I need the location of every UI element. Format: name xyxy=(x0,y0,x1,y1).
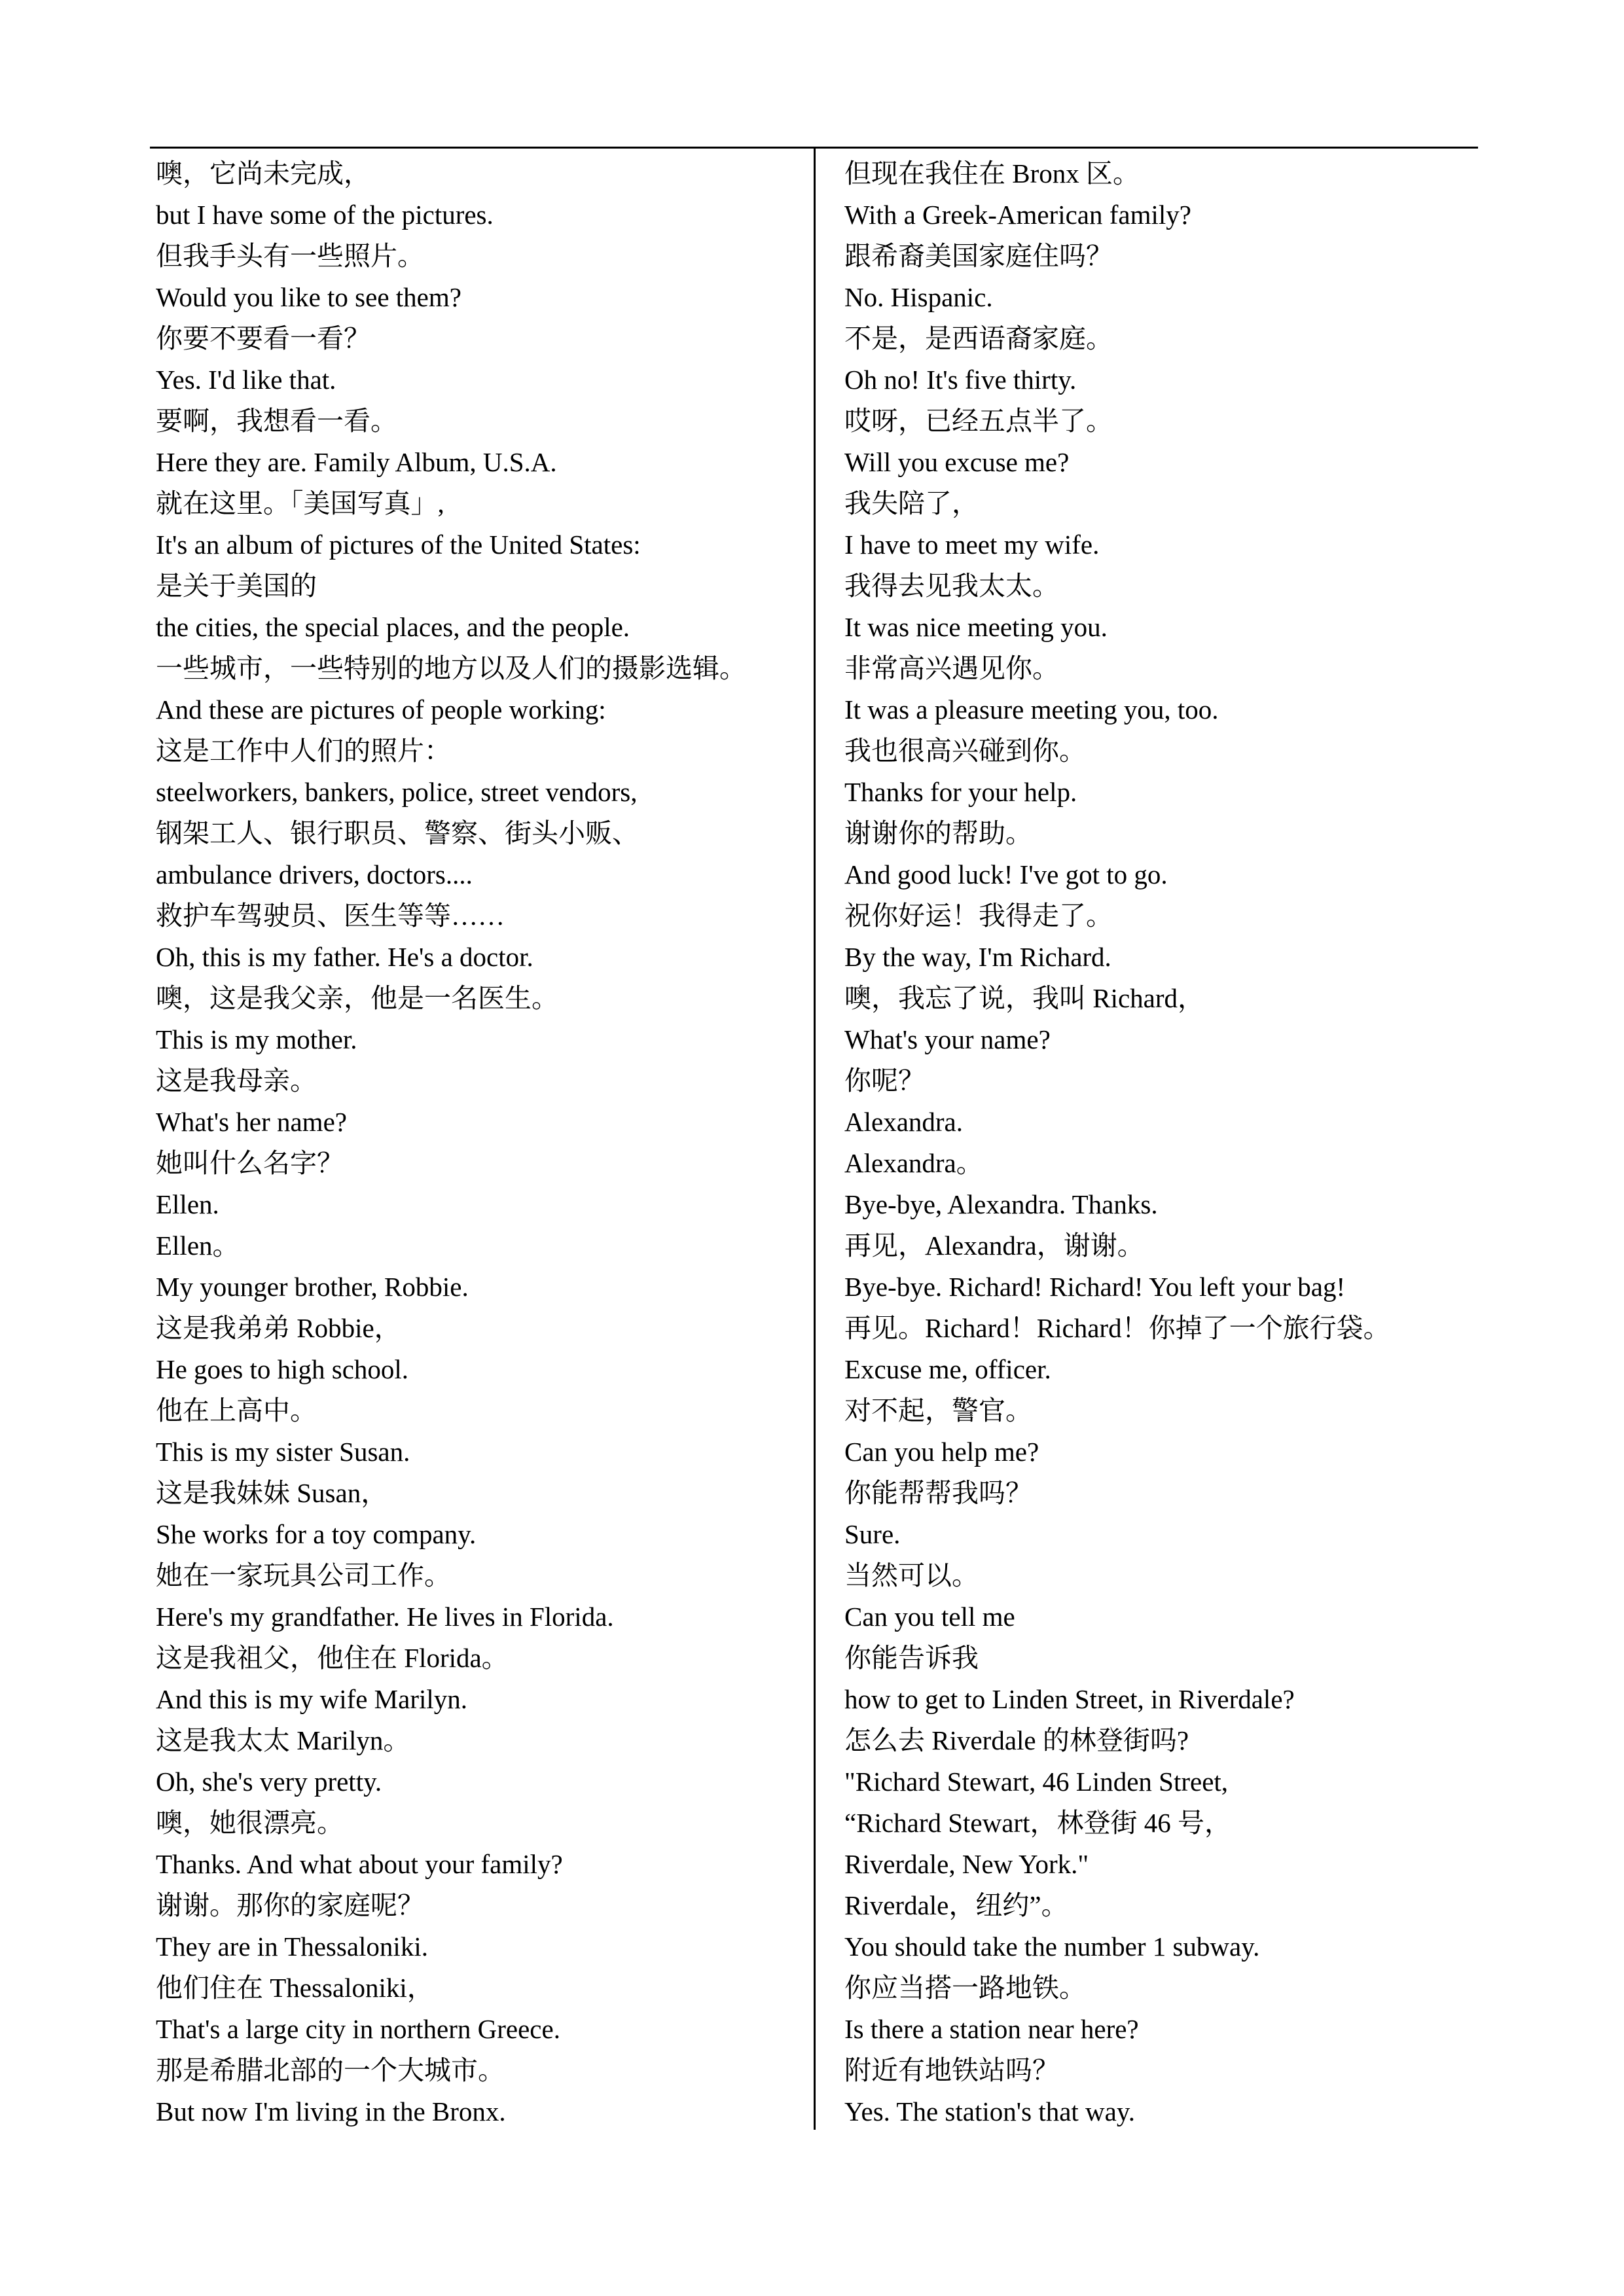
text-line: Oh, she's very pretty. xyxy=(156,1767,382,1797)
text-line: She works for a toy company. xyxy=(156,1519,477,1549)
text-line: 是关于美国的 xyxy=(156,571,317,601)
text-line: 她叫什么名字？ xyxy=(156,1148,344,1178)
text-line: 我得去见我太太。 xyxy=(844,571,1059,601)
left-column xyxy=(156,153,804,2132)
text-line: Excuse me, officer. xyxy=(844,1354,1051,1384)
text-line: Bye-bye, Alexandra. Thanks. xyxy=(844,1189,1158,1219)
text-line: 这是我弟弟 Robbie， xyxy=(156,1313,401,1343)
text-line: Alexandra。 xyxy=(844,1148,983,1178)
text-line: 这是我母亲。 xyxy=(156,1066,317,1096)
text-line: 这是我妹妹 Susan， xyxy=(156,1478,388,1508)
text-line: Can you tell me xyxy=(844,1602,1015,1632)
text-line: Would you like to see them? xyxy=(156,282,461,312)
text-line: You should take the number 1 subway. xyxy=(844,1931,1260,1962)
text-line: It was nice meeting you. xyxy=(844,612,1108,642)
text-line: 救护车驾驶员、医生等等…… xyxy=(156,901,505,931)
text-line: Oh, this is my father. He's a doctor. xyxy=(156,942,533,972)
text-line: 再见，Alexandra，谢谢。 xyxy=(844,1230,1144,1261)
text-line: ambulance drivers, doctors.... xyxy=(156,859,473,889)
text-line: 他在上高中。 xyxy=(156,1395,317,1426)
text-line: 一些城市，一些特别的地方以及人们的摄影选辑。 xyxy=(156,653,746,683)
text-line: 我失陪了， xyxy=(844,488,979,518)
text-line: Yes. The station's that way. xyxy=(844,2096,1135,2126)
text-line: He goes to high school. xyxy=(156,1354,409,1384)
text-line: It was a pleasure meeting you, too. xyxy=(844,694,1219,725)
text-line: Yes. I'd like that. xyxy=(156,365,336,395)
text-line: 附近有地铁站吗？ xyxy=(844,2055,1059,2085)
text-line: 他们住在 Thessaloniki， xyxy=(156,1973,434,2003)
text-line: 对不起，警官。 xyxy=(844,1395,1032,1426)
text-line: Ellen。 xyxy=(156,1230,240,1261)
text-line: Is there a station near here? xyxy=(844,2014,1139,2044)
text-line: 跟希裔美国家庭住吗？ xyxy=(844,241,1113,271)
text-line: Can you help me? xyxy=(844,1437,1039,1467)
text-line: 要啊，我想看一看。 xyxy=(156,406,397,436)
text-line: "Richard Stewart, 46 Linden Street, xyxy=(844,1767,1229,1797)
text-line: And good luck! I've got to go. xyxy=(844,859,1168,889)
text-line: 她在一家玩具公司工作。 xyxy=(156,1560,451,1590)
text-line: Sure. xyxy=(844,1519,901,1549)
text-line: 钢架工人、银行职员、警察、街头小贩、 xyxy=(156,818,639,848)
text-line: 当然可以。 xyxy=(844,1560,979,1590)
text-line: And these are pictures of people working: xyxy=(156,694,606,725)
text-line: “Richard Stewart，林登街 46 号， xyxy=(844,1808,1231,1838)
text-line: It's an album of pictures of the United States: xyxy=(156,529,641,560)
text-line: Riverdale, New York." xyxy=(844,1849,1089,1879)
text-line: 噢，她很漂亮。 xyxy=(156,1808,344,1838)
text-line: They are in Thessaloniki. xyxy=(156,1931,428,1962)
text-line: 噢，这是我父亲，他是一名医生。 xyxy=(156,983,558,1013)
text-line: 不是，是西语裔家庭。 xyxy=(844,323,1113,353)
text-line: 我也很高兴碰到你。 xyxy=(844,736,1086,766)
text-line: 那是希腊北部的一个大城市。 xyxy=(156,2055,505,2085)
text-line: 非常高兴遇见你。 xyxy=(844,653,1059,683)
text-line: 但我手头有一些照片。 xyxy=(156,241,424,271)
text-line: but I have some of the pictures. xyxy=(156,200,494,230)
text-line: 谢谢你的帮助。 xyxy=(844,818,1032,848)
text-line: Will you excuse me? xyxy=(844,447,1070,477)
text-line: 这是我太太 Marilyn。 xyxy=(156,1725,410,1755)
text-line: 再见。Richard！Richard！你掉了一个旅行袋。 xyxy=(844,1313,1390,1343)
text-line: 谢谢。那你的家庭呢？ xyxy=(156,1890,424,1920)
text-line: Bye-bye. Richard! Richard! You left your bag! xyxy=(844,1272,1346,1302)
text-line: Oh no! It's five thirty. xyxy=(844,365,1077,395)
text-line: 你呢？ xyxy=(844,1066,925,1096)
text-line: 你应当搭一路地铁。 xyxy=(844,1973,1086,2003)
text-line: 噢，我忘了说，我叫 Richard， xyxy=(844,983,1205,1013)
text-line: 这是我祖父，他住在 Florida。 xyxy=(156,1643,509,1673)
text-line: 哎呀，已经五点半了。 xyxy=(844,406,1113,436)
text-line: What's her name? xyxy=(156,1107,347,1137)
text-line: I have to meet my wife. xyxy=(844,529,1100,560)
text-line: Riverdale，纽约”。 xyxy=(844,1890,1068,1920)
text-line: By the way, I'm Richard. xyxy=(844,942,1111,972)
text-line: And this is my wife Marilyn. xyxy=(156,1684,468,1714)
column-divider xyxy=(814,147,816,2130)
text-line: This is my mother. xyxy=(156,1024,357,1054)
text-line: My younger brother, Robbie. xyxy=(156,1272,469,1302)
text-line: This is my sister Susan. xyxy=(156,1437,410,1467)
text-line: But now I'm living in the Bronx. xyxy=(156,2096,506,2126)
text-line: Thanks for your help. xyxy=(844,777,1077,807)
text-line: Ellen. xyxy=(156,1189,219,1219)
text-line: steelworkers, bankers, police, street vendors, xyxy=(156,777,638,807)
text-line: Here's my grandfather. He lives in Florida. xyxy=(156,1602,614,1632)
text-line: That's a large city in northern Greece. xyxy=(156,2014,560,2044)
text-line: Here they are. Family Album, U.S.A. xyxy=(156,447,557,477)
text-line: the cities, the special places, and the people. xyxy=(156,612,630,642)
text-line: Alexandra. xyxy=(844,1107,963,1137)
text-line: 你能帮帮我吗？ xyxy=(844,1478,1032,1508)
text-line: 噢，它尚未完成， xyxy=(156,158,370,188)
text-line: how to get to Linden Street, in Riverdale? xyxy=(844,1684,1295,1714)
text-line: 你要不要看一看？ xyxy=(156,323,370,353)
text-line: 你能告诉我 xyxy=(844,1643,979,1673)
right-column xyxy=(844,153,1473,2132)
text-line: 但现在我住在 Bronx 区。 xyxy=(844,158,1140,188)
text-line: 祝你好运！我得走了。 xyxy=(844,901,1113,931)
text-line: Thanks. And what about your family? xyxy=(156,1849,563,1879)
text-line: No. Hispanic. xyxy=(844,282,993,312)
text-line: With a Greek-American family? xyxy=(844,200,1191,230)
text-line: 就在这里。「美国写真」, xyxy=(156,488,444,518)
text-line: 这是工作中人们的照片： xyxy=(156,736,451,766)
text-line: 怎么去 Riverdale 的林登街吗? xyxy=(844,1725,1189,1755)
text-line: What's your name? xyxy=(844,1024,1051,1054)
